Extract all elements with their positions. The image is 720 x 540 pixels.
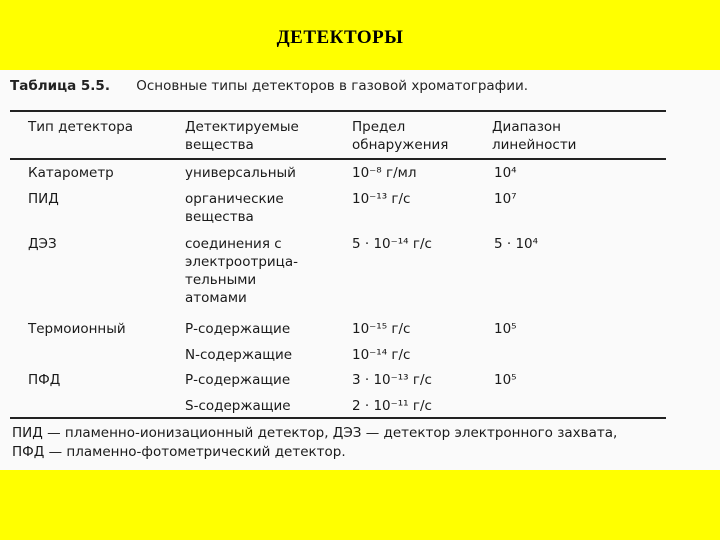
row-3-substance: соединения с электроотрица- тельными атомами xyxy=(185,236,298,306)
row-4-range: 10⁵ xyxy=(494,321,517,337)
table-caption-text: Основные типы детекторов в газовой хроматографии. xyxy=(136,78,529,94)
header-detected-substances: Детектируемые вещества xyxy=(185,119,299,153)
row-5-substance: N-содержащие xyxy=(185,347,293,363)
row-1-substance: универсальный xyxy=(185,165,296,181)
row-4-limit: 10⁻¹⁵ г/с xyxy=(352,321,411,337)
row-4-type: Термоионный xyxy=(28,321,126,337)
table-number: Таблица 5.5. xyxy=(10,78,110,94)
row-7-substance: S-содержащие xyxy=(185,398,291,414)
row-7-limit: 2 · 10⁻¹¹ г/с xyxy=(352,398,432,414)
row-1-type: Катарометр xyxy=(28,165,114,181)
bottom-rule xyxy=(10,417,666,419)
header-linear-range: Диапазон линейности xyxy=(492,119,577,153)
row-6-type: ПФД xyxy=(28,372,61,388)
top-rule xyxy=(10,110,666,112)
row-4-substance: Р-содержащие xyxy=(185,321,291,337)
row-3-range: 5 · 10⁴ xyxy=(494,236,539,252)
row-2-substance: органические вещества xyxy=(185,191,284,225)
header-detection-limit: Предел обнаружения xyxy=(352,119,449,153)
row-1-limit: 10⁻⁸ г/мл xyxy=(352,165,417,181)
scanned-table-image xyxy=(0,70,720,470)
header-rule xyxy=(10,158,666,160)
row-3-limit: 5 · 10⁻¹⁴ г/с xyxy=(352,236,432,252)
row-2-type: ПИД xyxy=(28,191,59,207)
row-2-limit: 10⁻¹³ г/с xyxy=(352,191,411,207)
row-2-range: 10⁷ xyxy=(494,191,517,207)
table-caption xyxy=(10,78,528,94)
header-detector-type: Тип детектора xyxy=(28,119,134,135)
row-6-range: 10⁵ xyxy=(494,372,517,388)
row-6-limit: 3 · 10⁻¹³ г/с xyxy=(352,372,432,388)
slide-title: ДЕТЕКТОРЫ xyxy=(276,27,404,48)
row-6-substance: Р-содержащие xyxy=(185,372,291,388)
row-5-limit: 10⁻¹⁴ г/с xyxy=(352,347,411,363)
footnote-line-2: ПФД — пламенно-фотометрический детектор. xyxy=(12,444,346,460)
footnote-line-1: ПИД — пламенно-ионизационный детектор, ДЭЗ — детектор электронного захвата, xyxy=(12,425,618,441)
row-3-type: ДЭЗ xyxy=(28,236,57,252)
row-1-range: 10⁴ xyxy=(494,165,517,181)
